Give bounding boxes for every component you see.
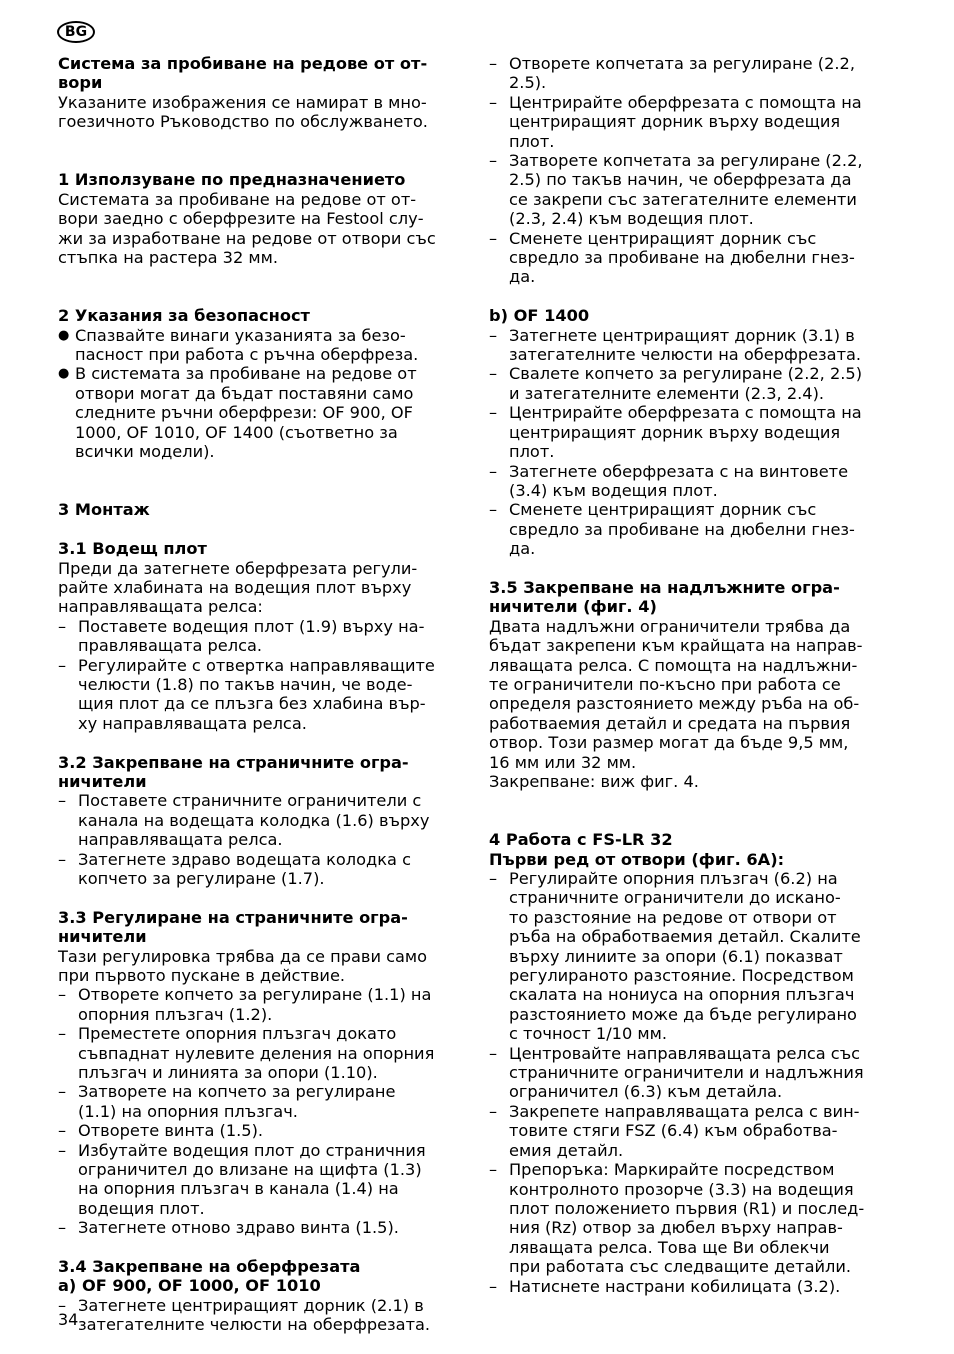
paragraph-line: направляващата релса: (58, 597, 263, 617)
list-item-continuation: разстоянието може да бъде регулирано (509, 1004, 857, 1024)
list-item-continuation: плот. (509, 442, 555, 462)
right-column (489, 54, 895, 1296)
list-item: – Затегнете здраво водещата колодка с (58, 850, 464, 869)
list-item-continuation: свредло за пробиване на дюбелни гнез- (509, 248, 855, 268)
list-item: – Центровайте направляващата релса със (489, 1044, 895, 1063)
section-heading: Първи ред от отвори (фиг. 6A): (489, 849, 785, 869)
spacer (58, 1238, 464, 1257)
paragraph-line: вори заедно с оберфрезите на Festool слу- (58, 209, 424, 229)
list-item: – Затегнете центриращият дорник (3.1) в (489, 326, 895, 345)
list-item-continuation: плот. (509, 131, 555, 151)
left-column (58, 54, 464, 1335)
list-item-continuation: 2.5) по такъв начин, че оберфрезата да (509, 170, 852, 190)
list-item: – Затворете на копчето за регулиране (58, 1082, 464, 1101)
list-item-continuation: центриращият дорник върху водещия (509, 112, 841, 132)
list-item-continuation: затегателните челюсти на оберфрезата. (78, 1315, 431, 1335)
list-item-continuation: (1.1) на опорния плъзгач. (78, 1101, 298, 1121)
list-item-continuation: щия плот да се плъзга без хлабина вър- (78, 694, 426, 714)
paragraph-line: те ограничители по-късно при работа се (489, 674, 841, 694)
section-heading: ничители (фиг. 4) (489, 597, 657, 617)
list-item-continuation: отвори могат да бъдат поставяни само (75, 383, 414, 403)
list-item-continuation: опорния плъзгач (1.2). (78, 1004, 273, 1024)
list-item: – Свалете копчето за регулиране (2.2, 2.5) (489, 364, 895, 383)
paragraph-line: бъдат закрепени към крайщата на направ- (489, 636, 863, 656)
list-item: – Затегнете оберфрезата с на винтовете (489, 462, 895, 481)
spacer (58, 520, 464, 539)
list-item-continuation: направляващата релса. (78, 830, 283, 850)
list-item-continuation: водещия плот. (78, 1198, 205, 1218)
section-heading: ничители (58, 771, 147, 791)
paragraph-line: Системата за пробиване на редове от от- (58, 189, 417, 209)
list-item-continuation: и затегателните елементи (2.3, 2.4). (509, 383, 825, 403)
list-item-continuation: съвпаднат нулевите деления на опорния (78, 1043, 435, 1063)
list-item-continuation: пасност при работа с ръчна оберфреза. (75, 345, 419, 365)
paragraph-line: отвор. Този размер могат да бъде 9,5 мм, (489, 733, 849, 753)
list-item-continuation: върху линиите за опори (6.1) показват (509, 946, 843, 966)
section-heading: 3.4 Закрепване на оберфрезата (58, 1257, 361, 1277)
section-heading: 4 Работа с FS-LR 32 (489, 830, 673, 850)
list-item: – Сменете центриращият дорник със (489, 500, 895, 519)
list-item: – Закрепете направляващата релса с вин- (489, 1102, 895, 1121)
section-heading: 3.3 Регулиране на страничните огра- (58, 907, 408, 927)
list-item-continuation: емия детайл. (509, 1140, 624, 1160)
list-item: – Центрирайте оберфрезата с помощта на (489, 403, 895, 422)
section-heading: 1 Използуване по предназначението (58, 170, 406, 190)
spacer (58, 462, 464, 501)
list-item-continuation: копчето за регулиране (1.7). (78, 868, 325, 888)
list-item-continuation: с точност 1/10 мм. (509, 1024, 667, 1044)
paragraph-line: ляващата релса. С помощта на надлъжни- (489, 655, 858, 675)
list-item-continuation: да. (509, 267, 536, 287)
paragraph-line: при първото пускане в действие. (58, 966, 346, 985)
list-item: – Затворете копчетата за регулиране (2.2, (489, 151, 895, 170)
spacer (58, 888, 464, 907)
section-heading: 3 Монтаж (58, 500, 150, 520)
list-item: – Затегнете отново здраво винта (1.5). (58, 1218, 464, 1237)
spacer (489, 791, 895, 830)
list-item-continuation: се закрепи със затегателните елементи (509, 189, 857, 209)
section-heading: b) OF 1400 (489, 306, 590, 326)
list-item-continuation: контролното прозорче (3.3) на водещия (509, 1179, 854, 1199)
list-item: – Регулирайте опорния плъзгач (6.2) на (489, 869, 895, 888)
list-item-continuation: ограничител (6.3) към детайла. (509, 1082, 783, 1102)
paragraph-line: работваемия детайл и средата на първия (489, 713, 851, 733)
list-item-continuation: (2.3, 2.4) към водещия плот. (509, 209, 754, 229)
list-item: – Препоръка: Маркирайте посредством (489, 1160, 895, 1179)
paragraph-line: Указаните изображения се намират в мно- (58, 92, 427, 112)
list-item-continuation: центриращият дорник върху водещия (509, 422, 841, 442)
section-heading: 2 Указания за безопасност (58, 306, 310, 326)
list-item-continuation: страничните ограничители до искано- (509, 888, 841, 908)
list-item: – Преместете опорния плъзгач докато (58, 1024, 464, 1043)
spacer (58, 733, 464, 752)
list-item: – Затегнете центриращият дорник (2.1) в (58, 1296, 464, 1315)
list-item-continuation: страничните ограничители и надлъжния (509, 1063, 864, 1083)
section-heading: a) OF 900, OF 1000, OF 1010 (58, 1276, 321, 1296)
list-item: – Поставете страничните ограничители с (58, 791, 464, 810)
section-heading: 3.1 Водещ плот (58, 539, 207, 559)
section-heading: 3.5 Закрепване на надлъжните огра- (489, 577, 840, 597)
list-item: – Отворете копчето за регулиране (1.1) на (58, 985, 464, 1004)
list-item-continuation: следните ръчни оберфрези: OF 900, OF (75, 403, 413, 423)
list-item-continuation: ния (Rz) отвор за дюбел върху направ- (509, 1218, 843, 1238)
list-item-continuation: плъзгач и линията за опори (1.10). (78, 1063, 378, 1083)
paragraph-line: Преди да затегнете оберфрезата регули- (58, 558, 418, 578)
paragraph-line: определя разстоянието между ръба на об- (489, 694, 860, 714)
paragraph-line: Тази регулировка трябва да се прави само (58, 946, 428, 966)
list-item-continuation: всички модели). (75, 442, 215, 462)
list-item: – Избутайте водещия плот до страничния (58, 1141, 464, 1160)
section-heading: 3.2 Закрепване на страничните огра- (58, 752, 409, 772)
list-item-continuation: ограничител до влизане на щифта (1.3) (78, 1160, 422, 1180)
list-item-continuation: ляващата релса. Това ще Ви облекчи (509, 1237, 830, 1257)
paragraph-line: жи за изработване на редове от отвори със (58, 228, 436, 248)
spacer (489, 559, 895, 578)
bullet-item: ● Спазвайте винаги указанията за безо- (58, 326, 464, 345)
list-item-continuation: затегателните челюсти на оберфрезата. (509, 345, 862, 365)
section-heading: вори (58, 73, 103, 93)
list-item-continuation: при работата със следващите детайли. (509, 1257, 852, 1277)
bullet-item: ● В системата за пробиване на редове от (58, 364, 464, 383)
list-item-continuation: правляващата релса. (78, 636, 263, 656)
page-number: 34 (58, 1310, 79, 1329)
list-item-continuation: ху направляващата релса. (78, 713, 307, 733)
list-item: – Отворете винта (1.5). (58, 1121, 464, 1140)
paragraph-line: Закрепване: виж фиг. 4. (489, 772, 699, 791)
list-item-continuation: (3.4) към водещия плот. (509, 480, 718, 500)
list-item-continuation: 2.5). (509, 73, 547, 93)
list-item: – Отворете копчетата за регулиране (2.2, (489, 54, 895, 73)
paragraph-line: стъпка на растера 32 мм. (58, 248, 278, 268)
list-item-continuation: челюсти (1.8) по такъв начин, че воде- (78, 674, 413, 694)
paragraph-line: гоезичното Ръководство по обслужването. (58, 112, 428, 132)
list-item-continuation: то разстояние на редове от отвори от (509, 907, 837, 927)
spacer (58, 132, 464, 171)
list-item-continuation: регулираното разстояние. Посредством (509, 966, 854, 986)
list-item-continuation: ръба на обработваемия детайл. Скалите (509, 927, 861, 947)
spacer (58, 267, 464, 306)
section-heading: ничители (58, 927, 147, 947)
list-item: – Центрирайте оберфрезата с помощта на (489, 93, 895, 112)
list-item: – Натиснете настрани кобилицата (3.2). (489, 1277, 895, 1296)
paragraph-line: райте хлабината на водещия плот върху (58, 577, 412, 597)
list-item: – Регулирайте с отвертка направляващите (58, 656, 464, 675)
spacer (489, 287, 895, 306)
list-item-continuation: на опорния плъзгач в канала (1.4) на (78, 1179, 399, 1199)
list-item-continuation: да. (509, 539, 536, 559)
language-badge: BG (57, 21, 95, 43)
section-heading: Система за пробиване на редове от от- (58, 54, 428, 73)
list-item: – Поставете водещия плот (1.9) върху на- (58, 617, 464, 636)
list-item-continuation: плот положението първия (R1) и послед- (509, 1198, 865, 1218)
list-item-continuation: товите стяги FSZ (6.4) към обработва- (509, 1121, 838, 1141)
list-item-continuation: канала на водещата колодка (1.6) върху (78, 810, 430, 830)
paragraph-line: Двата надлъжни ограничители трябва да (489, 616, 851, 636)
paragraph-line: 16 мм или 32 мм. (489, 752, 637, 772)
list-item: – Сменете центриращият дорник със (489, 229, 895, 248)
list-item-continuation: скалата на нониуса на опорния плъзгач (509, 985, 855, 1005)
list-item-continuation: свредло за пробиване на дюбелни гнез- (509, 519, 855, 539)
list-item-continuation: 1000, OF 1010, OF 1400 (съответно за (75, 422, 398, 442)
